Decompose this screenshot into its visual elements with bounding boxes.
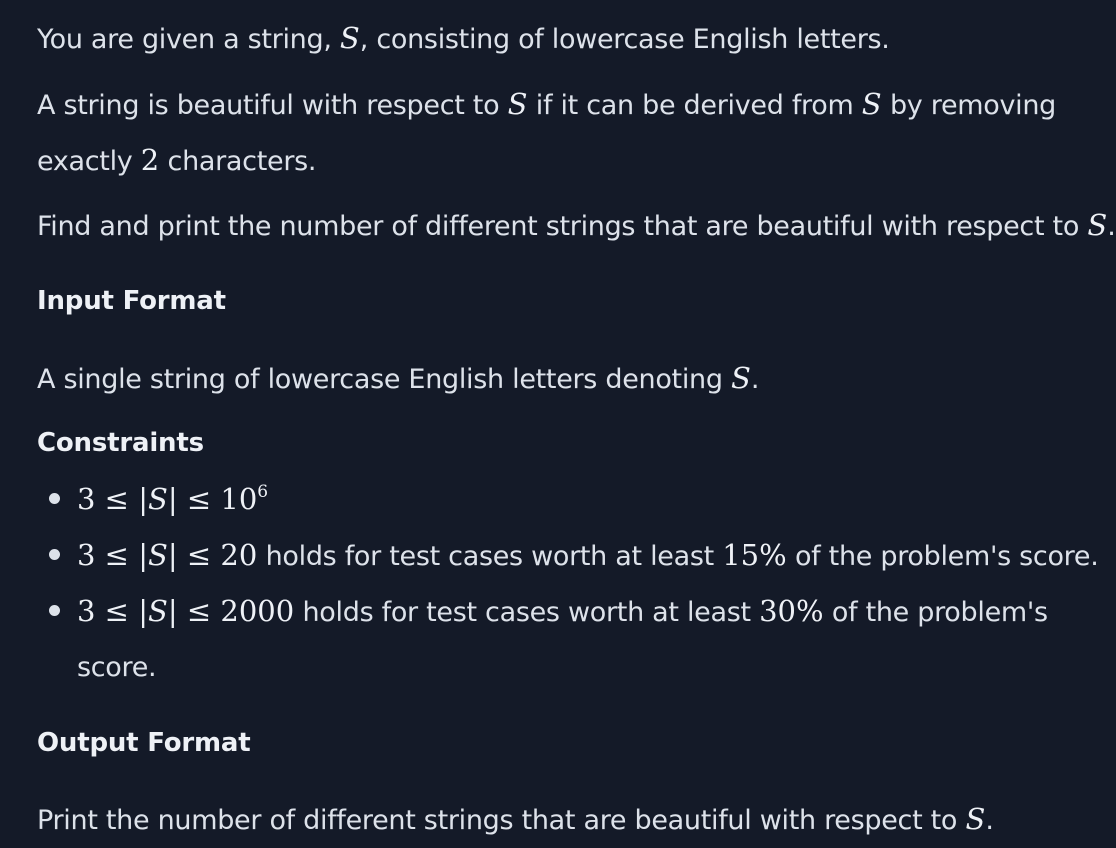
output-format-heading: Output Format	[37, 728, 251, 758]
constraint-item-3	[77, 594, 1048, 630]
math-var-s: S	[339, 21, 360, 55]
intro-line-2-tail: by removing	[889, 90, 1057, 121]
intro-line-1	[37, 21, 890, 57]
constraint-3-formula: 3 ≤ |S| ≤ 2000	[77, 594, 295, 628]
input-format-text	[37, 361, 759, 397]
intro-line-3	[37, 143, 316, 179]
bullet-icon	[49, 493, 60, 504]
bullet-icon	[49, 549, 60, 560]
math-var-s: S	[965, 802, 986, 836]
output-format-tail: .	[985, 805, 994, 836]
intro-line-4-tail: .	[1107, 211, 1116, 242]
intro-line-4-text: Find and print the number of different strings that are beautiful with respect to	[37, 211, 1080, 242]
output-format-body: Print the number of different strings that are beautiful with respect to	[37, 805, 958, 836]
constraint-item-3-continuation: score.	[77, 652, 157, 683]
intro-line-3-tail: characters.	[167, 146, 317, 177]
intro-line-4	[37, 208, 1116, 244]
math-number: 2	[140, 143, 160, 177]
intro-line-1-text: You are given a string,	[37, 24, 332, 55]
intro-line-2-text: A string is beautiful with respect to	[37, 90, 500, 121]
input-format-tail: .	[750, 364, 760, 395]
math-var-s: S	[1087, 208, 1108, 242]
constraint-item-1	[77, 482, 268, 518]
output-format-text	[37, 802, 994, 838]
constraint-2-percent: 15%	[722, 538, 787, 572]
constraint-3-text: holds for test cases worth at least	[302, 597, 751, 628]
math-var-s: S	[861, 87, 882, 121]
intro-line-1-tail: , consisting of lowercase English letters.	[359, 24, 890, 55]
math-var-s: S	[507, 87, 528, 121]
exponent: 6	[257, 482, 269, 502]
constraint-item-2	[77, 538, 1098, 574]
constraint-2-tail: of the problem's score.	[794, 541, 1099, 572]
intro-line-2-middle: if it can be derived from	[535, 90, 854, 121]
intro-line-3-text: exactly	[37, 146, 133, 177]
constraint-1-formula: $3 \le |S| \le 10^6$	[77, 482, 269, 516]
constraint-3-tail: of the problem's	[831, 597, 1048, 628]
constraint-2-formula: 3 ≤ |S| ≤ 20	[77, 538, 258, 572]
input-format-body: A single string of lowercase English letters denoting	[37, 364, 723, 395]
bullet-icon	[49, 605, 60, 616]
constraints-heading: Constraints	[37, 428, 204, 458]
constraint-3-percent: 30%	[759, 594, 824, 628]
intro-line-2	[37, 87, 1056, 123]
math-var-s: S	[730, 361, 751, 395]
constraint-2-text: holds for test cases worth at least	[265, 541, 714, 572]
input-format-heading: Input Format	[37, 286, 226, 316]
